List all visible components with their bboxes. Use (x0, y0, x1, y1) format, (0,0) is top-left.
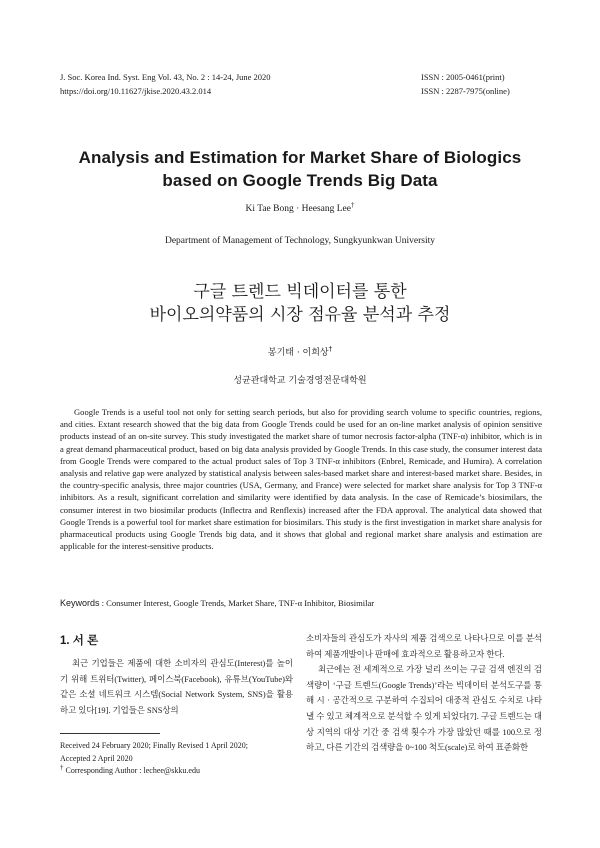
intro-paragraph-1: 최근 기업들은 제품에 대한 소비자의 관심도(Interest)를 높이기 위해 트위터(Twitter), 페이스북(Facebook), 유튜브(YouTube)와 같은 소셜 네트워크 시스템(Social Network System, SNS)을 활용하고 있다[19]. 기업들은 SNS상의 (60, 659, 293, 715)
paper-title-english (40, 146, 560, 192)
affiliation-korean: 성균관대학교 기술경영전문대학원 (233, 376, 367, 386)
title-ko-line1: 구글 트렌드 빅데이터를 통한 (193, 282, 407, 302)
journal-header-left (60, 70, 271, 98)
authors-en-names: Ki Tae Bong · Heesang Lee (245, 204, 351, 214)
title-en-line1: Analysis and Estimation for Market Share of Biologics (78, 148, 522, 167)
doi-link[interactable]: https://doi.org/10.11627/jkise.2020.43.2.014 (60, 86, 212, 96)
intro-paragraph-3: 최근에는 전 세계적으로 가장 널리 쓰이는 구글 검색 엔진의 검색량이 ‘구글 트렌드(Google Trends)’라는 빅데이터 분석도구를 통해 시 · 공간적으로 구분하여 수집되어 대중적 관심도 수치로 나타낼 수 있고 체계적으로 분석할 수 있게 되었다[7]. 구글 트렌드는 대상 지역의 대상 기간 중 검색 횟수가 가장 많았던 때를 100으로 정하고, 다른 기간의 검색량을 0~100 척도(scale)로 하여 표준화한 (306, 665, 542, 753)
section-heading-introduction: 1. 서 론 (60, 635, 99, 647)
received-date: Received 24 February 2020; Finally Revised 1 April 2020; (60, 741, 248, 750)
authors-korean (0, 345, 600, 358)
keywords-list: Consumer Interest, Google Trends, Market Share, TNF-α Inhibitor, Biosimilar (106, 598, 375, 608)
issn-online: ISSN : 2287-7975(online) (421, 86, 510, 96)
keywords (60, 598, 542, 608)
affiliation-english: Department of Management of Technology, Sungkyunkwan University (164, 236, 436, 246)
keywords-label: Keywords (60, 598, 100, 608)
issn-print: ISSN : 2005-0461(print) (421, 72, 505, 82)
paper-title-korean (40, 281, 560, 327)
title-ko-line2: 바이오의약품의 시장 점유율 분석과 추정 (149, 305, 451, 325)
corresponding-author-mark: † (350, 200, 355, 209)
intro-paragraph-2: 소비자들의 관심도가 자사의 제품 검색으로 나타나므로 이를 분석하여 제품개발이나 판매에 효과적으로 활용하고자 한다. (306, 634, 542, 659)
corresponding-author-mark-ko: † (328, 345, 333, 353)
journal-header-right (421, 70, 510, 98)
keywords-separator: : (99, 598, 107, 608)
accepted-date: Accepted 2 April 2020 (60, 753, 133, 763)
authors-english (0, 200, 600, 214)
title-en-line2: based on Google Trends Big Data (162, 171, 438, 190)
footnote-dagger: † (60, 763, 64, 772)
corresponding-author-email: Corresponding Author : lechee@skku.edu (65, 766, 200, 775)
left-column (60, 656, 293, 718)
corresponding-author (60, 765, 300, 778)
footnotes (60, 740, 300, 778)
footnote-rule (60, 733, 160, 734)
right-column (306, 631, 542, 756)
journal-citation: J. Soc. Korea Ind. Syst. Eng Vol. 43, No. 2 : 14-24, June 2020 (60, 72, 271, 82)
authors-ko-names: 봉기태 · 이희상 (267, 348, 329, 358)
abstract: Google Trends is a useful tool not only for setting search periods, but also for providing search volume to specific countries, regions, and cities. Extant research showed that the big data from Google Trends could be used for an on-line market analysis of opinion sensitive products instead of an on-site survey. This study investigated the market share of tumor necrosis factor-alpha (TNF-α) inhibitor, which is in a great demand pharmaceutical product, based on big data analysis provided by Google Trends. In this case study, the consumer interest data from Google Trends were compared to the actual product sales of Top 3 TNF-α inhibitors (Enbrel, Remicade, and Humira). A correlation analysis and relative gap were analyzed by statistical analysis between sales-based market share and interest-based market share. Besides, in the country-specific analysis, three major countries (USA, Germany, and France) were selected for market share analysis for Top 3 TNF-α inhibitors. As a result, significant correlation and similarity were identified by data analysis. In the case of Remicade’s biosimilars, the consumer interest in two biosimilar products (Inflectra and Renflexis) increased after the FDA approval. The analytical data showed that Google Trends is a powerful tool for market share estimation for biosimilars. This study is the first investigation in market share analysis for pharmaceutical products using Google Trends big data, and it shows that global and regional market share analysis and estimation are applicable for the interest-sensitive products. (60, 407, 542, 552)
